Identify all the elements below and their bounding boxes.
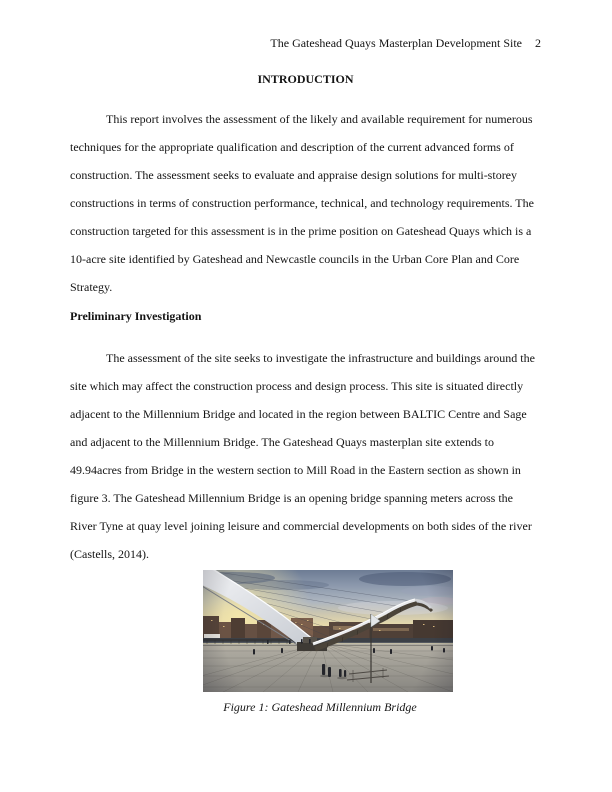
text-line: constructions in terms of construction performance, technical, and technology requirements. The xyxy=(70,196,534,210)
text-line: (Castells, 2014). xyxy=(70,547,149,561)
page-number: 2 xyxy=(535,36,541,50)
text-line: River Tyne at quay level joining leisure and commercial developments on both sides of the river xyxy=(70,519,532,533)
text-line: and adjacent to the Millennium Bridge. The Gateshead Quays masterplan site extends to xyxy=(70,435,494,449)
text-line: site which may affect the construction process and design process. This site is situated directly xyxy=(70,379,524,393)
photo-vignette xyxy=(203,570,453,692)
bridge-photo xyxy=(203,570,453,692)
text-line: construction. The assessment seeks to evaluate and appraise design solutions for multi-storey xyxy=(70,168,518,182)
page-header xyxy=(70,36,541,50)
introduction-paragraph xyxy=(70,105,541,301)
text-line: techniques for the appropriate qualification and description of the current advanced forms of xyxy=(70,140,514,154)
text-line: Strategy. xyxy=(70,280,113,294)
text-line: 49.94acres from Bridge in the western section to Mill Road in the Eastern section as shown in xyxy=(70,463,521,477)
running-title: The Gateshead Quays Masterplan Development Site xyxy=(270,36,522,50)
text-line: 10-acre site identified by Gateshead and Newcastle councils in the Urban Core Plan and Core xyxy=(70,252,520,266)
text-line: The assessment of the site seeks to investigate the infrastructure and buildings around the xyxy=(106,351,535,365)
preliminary-investigation-paragraph xyxy=(70,344,541,568)
text-line: construction targeted for this assessment is in the prime position on Gateshead Quays which is a xyxy=(70,224,532,238)
text-line: figure 3. The Gateshead Millennium Bridge is an opening bridge spanning meters across the xyxy=(70,491,514,505)
figure-caption: Figure 1: Gateshead Millennium Bridge xyxy=(223,700,417,714)
text-line: adjacent to the Millennium Bridge and located in the region between BALTIC Centre and Sage xyxy=(70,407,527,421)
text-line: This report involves the assessment of the likely and available requirement for numerous xyxy=(106,112,533,126)
preliminary-investigation-heading: Preliminary Investigation xyxy=(70,309,202,323)
figure-1 xyxy=(203,570,453,714)
introduction-heading: INTRODUCTION xyxy=(257,72,354,86)
